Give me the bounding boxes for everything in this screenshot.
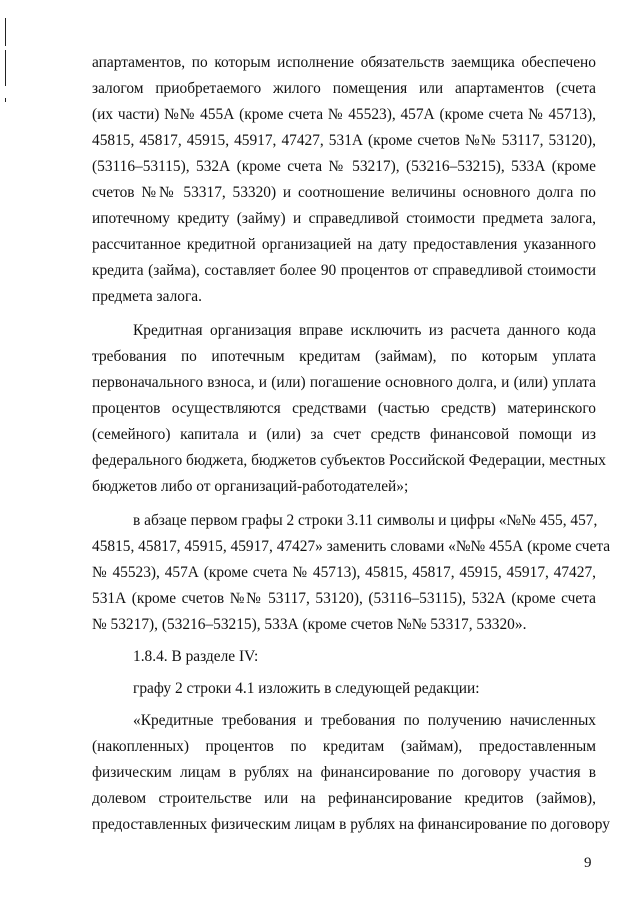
text-line: счетов №№ 53317, 53320) и соотношение величины основного долга по <box>92 184 596 201</box>
text-line: залогом приобретаемого жилого помещения или апартаментов (счета <box>92 80 596 97</box>
text-line: физическим лицам в рублях на финансирование по договору участия в <box>92 764 596 781</box>
scan-edge-mark <box>5 50 6 86</box>
text-line: федерального бюджета, бюджетов субъектов Российской Федерации, местных <box>92 452 606 469</box>
text-line: процентов осуществляются средствами (частью средств) материнского <box>92 400 596 417</box>
text-line: кредита (займа), составляет более 90 процентов от справедливой стоимости <box>92 262 596 279</box>
scan-edge-mark <box>5 98 6 102</box>
text-line: 531А (кроме счетов №№ 53117, 53120), (53116–53115), 532А (кроме счета <box>92 590 596 607</box>
text-line: бюджетов либо от организаций-работодателей»; <box>92 478 409 495</box>
text-line: предоставленных физическим лицам в рублях на финансирование по договору <box>92 816 610 833</box>
text-line: апартаментов, по которым исполнение обязательств заемщика обеспечено <box>92 54 596 71</box>
text-line: 45815, 45817, 45915, 45917, 47427, 531А (кроме счетов №№ 53117, 53120), <box>92 132 596 149</box>
text-line: графу 2 строки 4.1 изложить в следующей редакции: <box>133 680 480 697</box>
text-line: (53116–53115), 532А (кроме счета № 53217), (53216–53215), 533А (кроме <box>92 158 596 175</box>
text-line: «Кредитные требования и требования по получению начисленных <box>133 712 596 729</box>
text-line: Кредитная организация вправе исключить из расчета данного кода <box>133 322 596 339</box>
text-line: (семейного) капитала и (или) за счет средств финансовой помощи из <box>92 426 596 443</box>
text-line: № 53217), (53216–53215), 533А (кроме счетов №№ 53317, 53320». <box>92 616 527 633</box>
text-line: рассчитанное кредитной организацией на дату предоставления указанного <box>92 236 596 253</box>
text-line: предмета залога. <box>92 288 202 305</box>
text-line: требования по ипотечным кредитам (займам), по которым уплата <box>92 348 596 365</box>
text-line: № 45523), 457А (кроме счета № 45713), 45815, 45817, 45915, 45917, 47427, <box>92 564 596 581</box>
text-line: долевом строительстве или на рефинансирование кредитов (займов), <box>92 790 596 807</box>
scan-edge-mark <box>5 18 6 46</box>
text-line: первоначального взноса, и (или) погашение основного долга, и (или) уплата <box>92 374 596 391</box>
text-line: (их части) №№ 455А (кроме счета № 45523), 457А (кроме счета № 45713), <box>92 106 596 123</box>
text-line: ипотечному кредиту (займу) и справедливой стоимости предмета залога, <box>92 210 596 227</box>
text-line: 1.8.4. В разделе IV: <box>133 648 259 665</box>
text-line: (накопленных) процентов по кредитам (займам), предоставленным <box>92 738 596 755</box>
page-number: 9 <box>584 855 592 871</box>
text-line: 45815, 45817, 45915, 45917, 47427» заменить словами «№№ 455А (кроме счета <box>92 538 611 555</box>
text-line: в абзаце первом графы 2 строки 3.11 символы и цифры «№№ 455, 457, <box>133 512 598 529</box>
